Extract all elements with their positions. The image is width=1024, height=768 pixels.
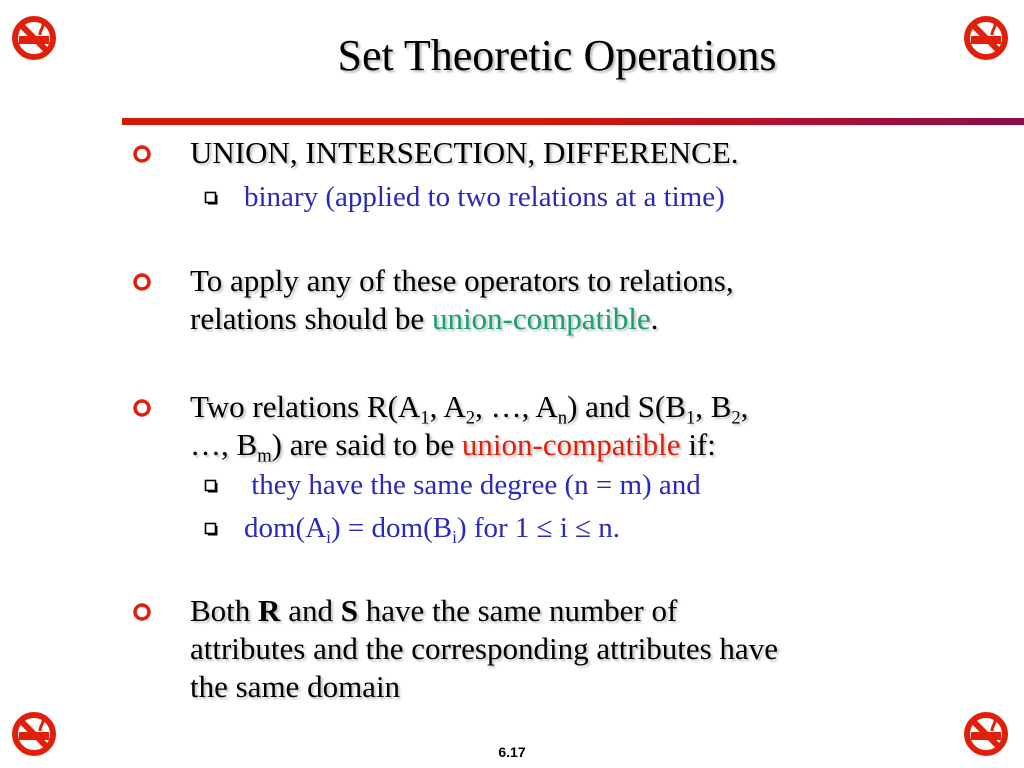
slide-title: Set Theoretic Operations [337, 31, 777, 80]
text: , …, A [475, 389, 558, 424]
bullet-line: the same domain [190, 669, 401, 704]
text: dom(A [244, 512, 327, 544]
square-bullet-icon [204, 522, 218, 536]
bullet-both-r-and-s [190, 592, 980, 706]
union-compatible-term: union-compatible [431, 301, 651, 336]
text: have the same number of [357, 593, 678, 628]
subbullet-domains [244, 511, 964, 548]
circle-bullet-icon [132, 388, 152, 426]
bullet-apply-operators [190, 262, 980, 338]
page-number: 6.17 [498, 744, 526, 760]
text: Both [190, 593, 259, 628]
bullet-line: attributes and the corresponding attributes have [190, 631, 778, 666]
subbullet-same-degree [244, 468, 964, 502]
subbullet-text: binary (applied to two relations at a time) [244, 181, 725, 213]
subscript: 2 [465, 407, 476, 429]
circle-bullet-icon [132, 592, 152, 630]
square-bullet-icon [204, 191, 218, 205]
text: if: [680, 427, 716, 462]
circle-bullet-icon [132, 134, 152, 172]
subscript: 1 [420, 407, 430, 429]
text: , A [429, 389, 466, 424]
text: , [740, 389, 749, 424]
bullet-text: UNION, INTERSECTION, DIFFERENCE. [190, 135, 739, 170]
bullet-line: relations should be [190, 301, 432, 336]
text: , B [695, 389, 732, 424]
union-compatible-term: union-compatible [461, 427, 681, 462]
square-bullet-icon [204, 479, 218, 493]
subscript: i [326, 527, 332, 548]
subscript: i [452, 527, 457, 548]
bullet-period: . [650, 301, 659, 336]
text: ) = dom(B [331, 512, 453, 544]
relation-r: R [258, 593, 281, 628]
circle-bullet-icon [132, 262, 152, 300]
subscript: 1 [685, 407, 696, 429]
subbullet-text: they have the same degree (n = m) and [244, 469, 701, 501]
subscript: n [557, 407, 568, 429]
bullet-union-intersection-difference [190, 134, 980, 172]
text: ) for 1 ≤ i ≤ n. [456, 512, 621, 544]
subbullet-binary [244, 180, 964, 214]
text: ) and S(B [567, 389, 686, 424]
subscript: 2 [731, 407, 741, 429]
text: …, B [190, 427, 258, 462]
text: ) are said to be [271, 427, 462, 462]
text: Two relations R(A [190, 389, 421, 424]
bullet-line: To apply any of these operators to relations, [190, 263, 734, 298]
relation-s: S [340, 593, 358, 628]
bullet-two-relations [190, 388, 980, 467]
text: and [280, 593, 341, 628]
subscript: m [257, 445, 272, 467]
